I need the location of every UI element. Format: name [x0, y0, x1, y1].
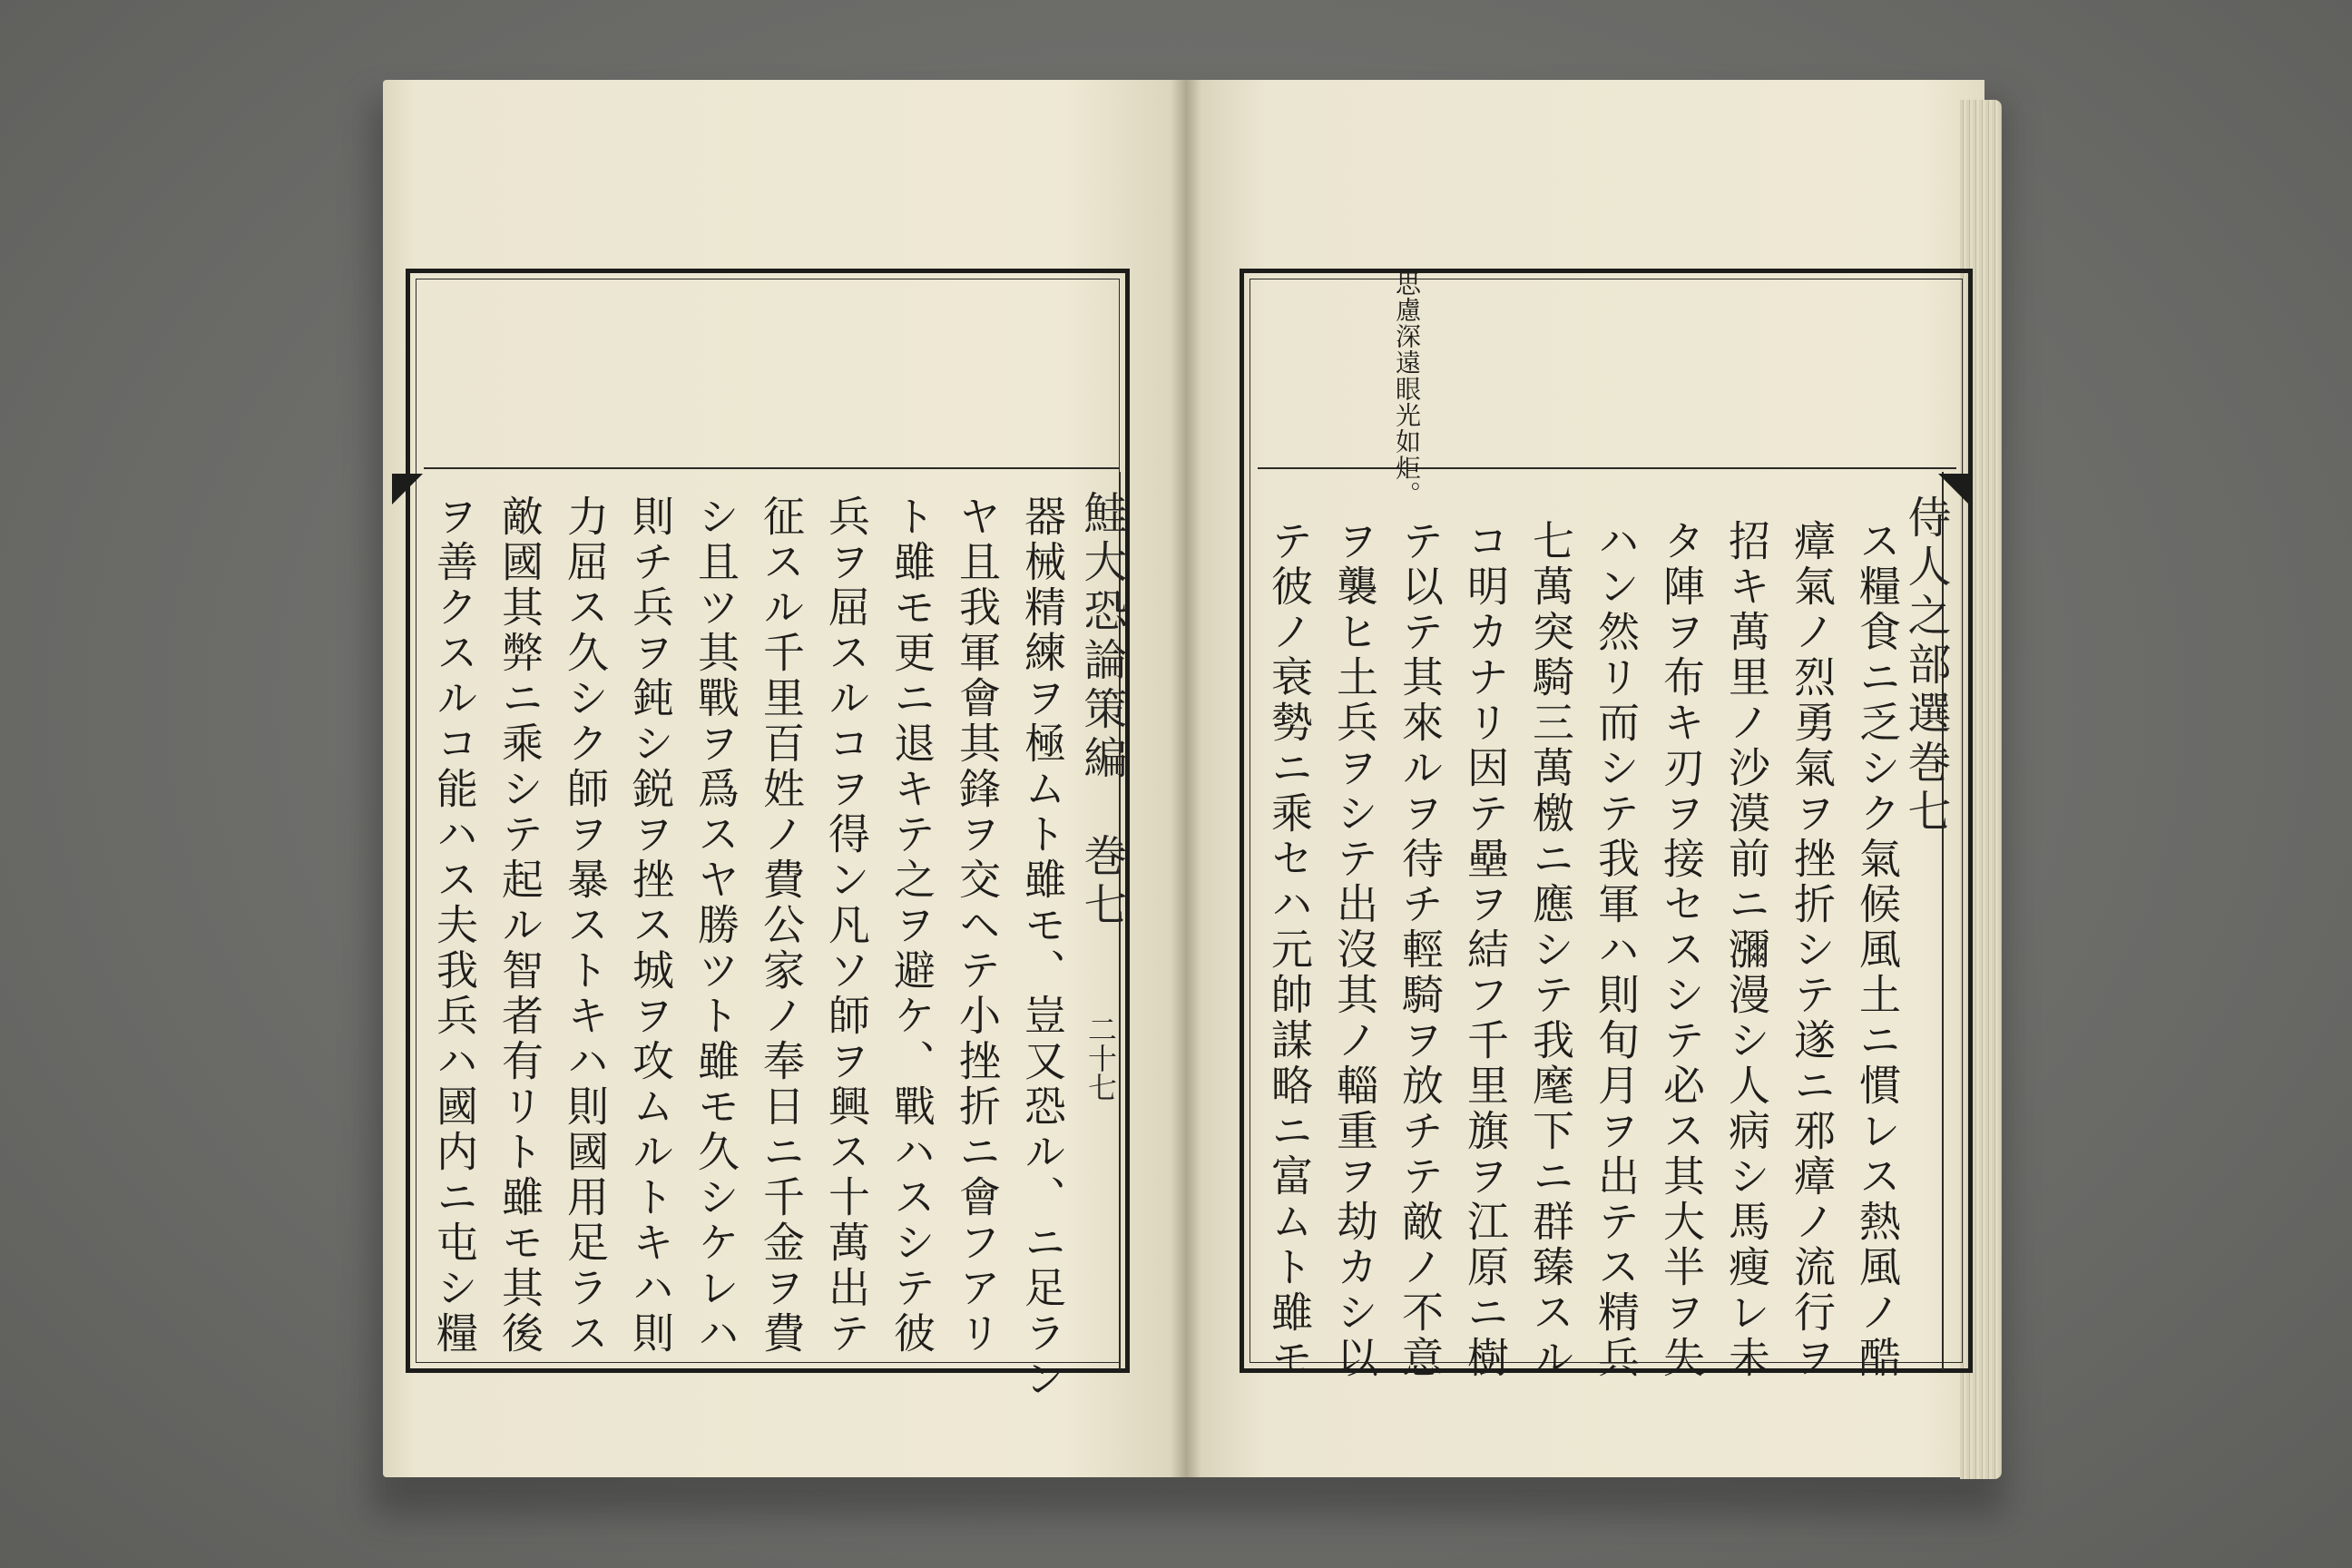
left-text-column-6: シ且ツ其戰ヲ爲スヤ勝ツト雖モ久シケレハ	[691, 495, 740, 1357]
left-text-column-5: 征スル千里百姓ノ費公家ノ奉日ニ千金ヲ費	[757, 495, 806, 1357]
right-text-column-7: コ明カナリ因テ壘ヲ結フ千里旗ヲ江原ニ樹	[1461, 519, 1510, 1381]
left-text-column-1: 器械精練ヲ極ムト雖モ、豈又恐ル、ニ足ラン	[1018, 495, 1067, 1402]
right-title-column: 侍人之部選巻七	[1900, 495, 1951, 838]
left-text-column-10: ヲ善クスルコ能ハス夫我兵ハ國内ニ屯シ糧	[430, 495, 479, 1357]
book-gutter	[1171, 80, 1201, 1477]
right-text-column-1: ス糧食ニ乏シク氣候風土ニ慣レス熱風ノ酷	[1853, 519, 1902, 1381]
right-text-column-4: タ陣ヲ布キ刃ヲ接セスシテ必ス其大半ヲ失	[1657, 519, 1706, 1381]
right-text-column-9: ヲ襲ヒ土兵ヲシテ出沒其ノ輜重ヲ劫カシ以	[1330, 519, 1379, 1381]
right-headnote-rule	[1258, 467, 1956, 469]
right-text-column-2: 瘴氣ノ烈勇氣ヲ挫折シテ遂ニ邪瘴ノ流行ヲ	[1788, 519, 1837, 1381]
left-fish-tail-mark	[392, 474, 423, 505]
right-text-column-8: テ以テ其來ルヲ待チ輕騎ヲ放チテ敵ノ不意	[1396, 519, 1445, 1381]
headnote-text: 思慮深遠眼光如炬。	[1392, 270, 1422, 507]
right-text-column-10: テ彼ノ衰勢ニ乘セハ元帥謀略ニ富ムト雖モ	[1265, 519, 1314, 1381]
left-page-number: 二十七	[1083, 1014, 1118, 1102]
left-title-column: 鮭大恐論策編 巻七	[1076, 490, 1127, 931]
left-text-column-3: ト雖モ更ニ退キテ之ヲ避ケ、戰ハスシテ彼	[887, 495, 936, 1357]
right-text-column-3: 招キ萬里ノ沙漠前ニ瀰漫シ人病シ馬瘦レ未	[1722, 519, 1771, 1381]
left-text-column-8: 力屈ス久シク師ヲ暴ストキハ則國用足ラス	[561, 495, 610, 1357]
left-text-column-4: 兵ヲ屈スルコヲ得ン凡ソ師ヲ興ス十萬出テ	[822, 495, 871, 1357]
right-text-column-6: 七萬突騎三萬檄ニ應シテ我麾下ニ群臻スル	[1526, 519, 1575, 1381]
left-text-column-2: ヤ且我軍會其鋒ヲ交ヘテ小挫折ニ會フアリ	[953, 495, 1002, 1357]
left-text-column-7: 則チ兵ヲ鈍シ鋭ヲ挫ス城ヲ攻ムルトキハ則	[626, 495, 675, 1357]
right-text-column-5: ハン然リ而シテ我軍ハ則旬月ヲ出テス精兵	[1592, 519, 1641, 1381]
left-headnote-rule	[424, 467, 1119, 469]
left-text-column-9: 敵國其弊ニ乘シテ起ル智者有リト雖モ其後	[495, 495, 544, 1357]
